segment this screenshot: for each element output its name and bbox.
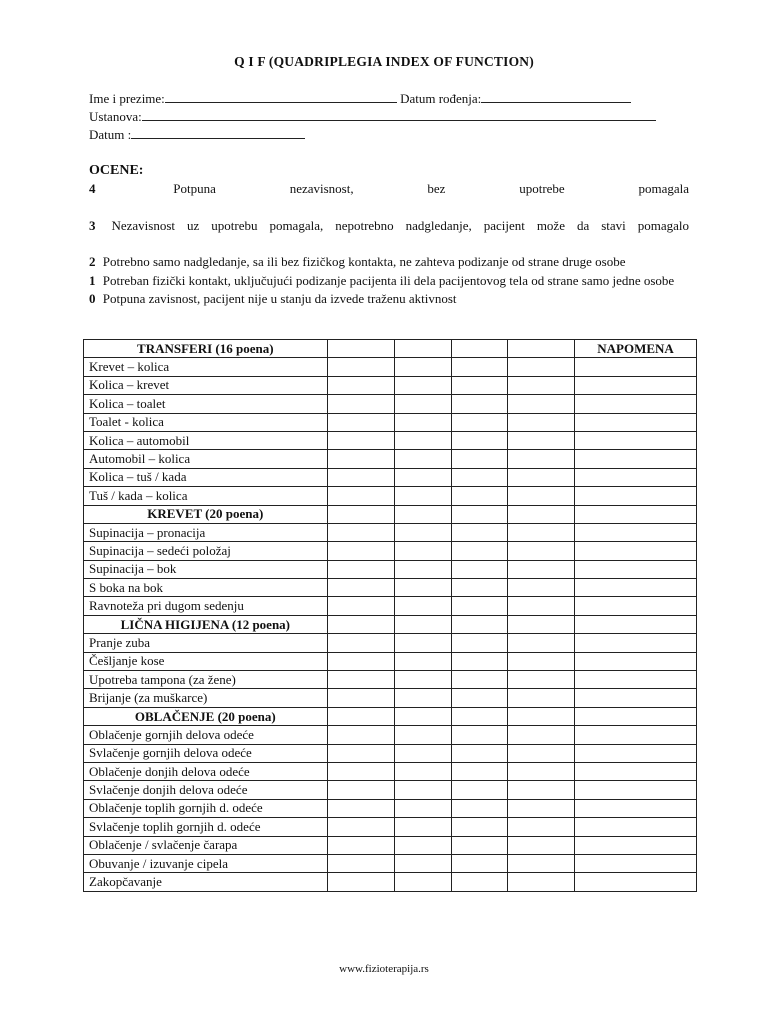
table-row (84, 431, 697, 449)
score-cell[interactable] (395, 707, 452, 725)
institution-field[interactable] (142, 108, 656, 121)
table-row (84, 689, 697, 707)
table-row (84, 671, 697, 689)
section-header-label: TRANSFERI (16 poena) (84, 340, 328, 358)
score-cell[interactable] (508, 597, 575, 615)
level-1-number: 1 (89, 272, 96, 288)
institution-line (89, 108, 656, 125)
note-cell[interactable] (575, 836, 697, 854)
level-0 (89, 290, 689, 308)
score-cell[interactable] (327, 873, 395, 891)
score-cell[interactable] (395, 376, 452, 394)
score-cell[interactable] (395, 799, 452, 817)
activity-label: Obuvanje / izuvanje cipela (84, 854, 328, 872)
activity-label: Pranje zuba (84, 634, 328, 652)
note-cell[interactable] (575, 762, 697, 780)
table-row (84, 762, 697, 780)
score-cell[interactable] (395, 358, 452, 376)
score-cell[interactable] (508, 726, 575, 744)
score-cell[interactable] (395, 468, 452, 486)
note-cell[interactable] (575, 873, 697, 891)
section-header-label: OBLAČENJE (20 poena) (84, 707, 328, 725)
ocene-heading: OCENE: (89, 163, 144, 178)
level-3-text: Nezavisnost uz upotrebu pomagala, nepotrebno nadgledanje, pacijent može da stavi pomagalo (111, 217, 689, 233)
score-cell[interactable] (395, 634, 452, 652)
table-row (84, 542, 697, 560)
note-cell[interactable] (575, 376, 697, 394)
score-cell[interactable] (452, 652, 508, 670)
score-cell[interactable] (452, 340, 508, 358)
score-cell[interactable] (452, 836, 508, 854)
score-cell[interactable] (395, 579, 452, 597)
score-cell[interactable] (508, 707, 575, 725)
score-cell[interactable] (452, 634, 508, 652)
activity-label: Kolica – automobil (84, 431, 328, 449)
score-cell[interactable] (327, 634, 395, 652)
score-cell[interactable] (395, 505, 452, 523)
score-cell[interactable] (395, 873, 452, 891)
table-row (84, 560, 697, 578)
score-cell[interactable] (508, 431, 575, 449)
note-cell[interactable] (575, 523, 697, 541)
score-cell[interactable] (327, 818, 395, 836)
table-row (84, 579, 697, 597)
score-cell[interactable] (327, 836, 395, 854)
note-cell[interactable] (575, 413, 697, 431)
note-cell[interactable] (575, 542, 697, 560)
score-cell[interactable] (452, 597, 508, 615)
level-0-text: Potpuna zavisnost, pacijent nije u stanju da izvede traženu aktivnost (102, 291, 457, 307)
score-cell[interactable] (395, 744, 452, 762)
score-cell[interactable] (327, 395, 395, 413)
activity-label: Oblačenje gornjih delova odeće (84, 726, 328, 744)
score-cell[interactable] (508, 579, 575, 597)
score-cell[interactable] (452, 818, 508, 836)
section-header-row (84, 505, 697, 523)
score-cell[interactable] (508, 505, 575, 523)
table-row (84, 395, 697, 413)
score-cell[interactable] (452, 689, 508, 707)
section-header-label: KREVET (20 poena) (84, 505, 328, 523)
table-row (84, 781, 697, 799)
score-cell[interactable] (327, 358, 395, 376)
activity-label: Oblačenje donjih delova odeće (84, 762, 328, 780)
score-cell[interactable] (395, 854, 452, 872)
score-cell[interactable] (327, 597, 395, 615)
activity-label: Kolica – toalet (84, 395, 328, 413)
note-cell[interactable] (575, 560, 697, 578)
score-cell[interactable] (508, 560, 575, 578)
level-2-number: 2 (89, 254, 96, 270)
level-4-number: 4 (89, 181, 96, 197)
level-1 (89, 272, 689, 290)
score-cell[interactable] (508, 854, 575, 872)
level-0-number: 0 (89, 291, 96, 307)
table-row (84, 854, 697, 872)
table-row (84, 413, 697, 431)
score-cell[interactable] (327, 431, 395, 449)
score-cell[interactable] (452, 579, 508, 597)
section-header-row (84, 615, 697, 633)
score-cell[interactable] (327, 487, 395, 505)
score-cell[interactable] (452, 799, 508, 817)
score-cell[interactable] (395, 597, 452, 615)
score-cell[interactable] (508, 487, 575, 505)
ocene-section (89, 162, 689, 308)
score-cell[interactable] (327, 652, 395, 670)
level-3-number: 3 (89, 217, 96, 233)
date-line (89, 126, 305, 143)
score-cell[interactable] (327, 468, 395, 486)
score-cell[interactable] (327, 579, 395, 597)
score-cell[interactable] (327, 689, 395, 707)
birth-date-field[interactable] (481, 90, 631, 103)
note-cell[interactable] (575, 615, 697, 633)
note-cell[interactable] (575, 799, 697, 817)
date-label: Datum : (89, 127, 132, 142)
score-cell[interactable] (395, 413, 452, 431)
score-cell[interactable] (395, 431, 452, 449)
score-cell[interactable] (327, 707, 395, 725)
score-cell[interactable] (395, 689, 452, 707)
score-cell[interactable] (452, 505, 508, 523)
activity-label: Supinacija – bok (84, 560, 328, 578)
activity-label: Kolica – krevet (84, 376, 328, 394)
score-cell[interactable] (508, 689, 575, 707)
birth-date-label: Datum rođenja: (400, 91, 482, 106)
activity-label: Oblačenje toplih gornjih d. odeće (84, 799, 328, 817)
note-cell[interactable] (575, 395, 697, 413)
table-row (84, 836, 697, 854)
note-cell[interactable] (575, 707, 697, 725)
score-cell[interactable] (508, 340, 575, 358)
score-cell[interactable] (395, 523, 452, 541)
score-cell[interactable] (452, 487, 508, 505)
note-cell[interactable] (575, 781, 697, 799)
activity-label: Tuš / kada – kolica (84, 487, 328, 505)
note-cell[interactable] (575, 689, 697, 707)
score-cell[interactable] (395, 560, 452, 578)
note-cell[interactable] (575, 505, 697, 523)
score-cell[interactable] (327, 799, 395, 817)
activity-label: Automobil – kolica (84, 450, 328, 468)
section-header-row (84, 340, 697, 358)
score-cell[interactable] (452, 468, 508, 486)
score-cell[interactable] (508, 744, 575, 762)
score-cell[interactable] (395, 726, 452, 744)
score-cell[interactable] (327, 781, 395, 799)
note-cell[interactable] (575, 358, 697, 376)
score-cell[interactable] (452, 726, 508, 744)
score-cell[interactable] (327, 560, 395, 578)
score-cell[interactable] (452, 560, 508, 578)
activity-label: Ravnoteža pri dugom sedenju (84, 597, 328, 615)
date-field[interactable] (131, 126, 305, 139)
score-cell[interactable] (452, 854, 508, 872)
activity-label: S boka na bok (84, 579, 328, 597)
score-cell[interactable] (327, 762, 395, 780)
activity-label: Krevet – kolica (84, 358, 328, 376)
activity-label: Kolica – tuš / kada (84, 468, 328, 486)
note-cell[interactable] (575, 579, 697, 597)
score-cell[interactable] (452, 523, 508, 541)
note-cell[interactable] (575, 818, 697, 836)
table-row (84, 468, 697, 486)
table-row (84, 873, 697, 891)
score-cell[interactable] (452, 376, 508, 394)
score-cell[interactable] (452, 395, 508, 413)
score-cell[interactable] (395, 836, 452, 854)
score-cell[interactable] (395, 542, 452, 560)
score-cell[interactable] (508, 781, 575, 799)
table-row (84, 597, 697, 615)
score-cell[interactable] (395, 340, 452, 358)
score-cell[interactable] (508, 468, 575, 486)
section-header-label: LIČNA HIGIJENA (12 poena) (84, 615, 328, 633)
note-cell[interactable] (575, 450, 697, 468)
activity-label: Zakopčavanje (84, 873, 328, 891)
note-cell[interactable] (575, 431, 697, 449)
score-cell[interactable] (452, 873, 508, 891)
napomena-header: NAPOMENA (575, 340, 697, 358)
score-cell[interactable] (452, 450, 508, 468)
activity-label: Supinacija – pronacija (84, 523, 328, 541)
score-cell[interactable] (452, 431, 508, 449)
score-cell[interactable] (508, 652, 575, 670)
document-title: Q I F (QUADRIPLEGIA INDEX OF FUNCTION) (234, 54, 534, 69)
table-row (84, 799, 697, 817)
table-row (84, 634, 697, 652)
institution-label: Ustanova: (89, 109, 142, 124)
score-cell[interactable] (508, 873, 575, 891)
table-row (84, 652, 697, 670)
score-cell[interactable] (508, 523, 575, 541)
activity-label: Svlačenje toplih gornjih d. odeće (84, 818, 328, 836)
score-cell[interactable] (327, 376, 395, 394)
level-3 (89, 217, 689, 254)
section-header-row (84, 707, 697, 725)
score-cell[interactable] (395, 671, 452, 689)
level-4-text: Potpuna nezavisnost, bez upotrebe pomagala (173, 181, 690, 197)
activity-label: Svlačenje gornjih delova odeće (84, 744, 328, 762)
activity-label: Supinacija – sedeći položaj (84, 542, 328, 560)
score-cell[interactable] (395, 615, 452, 633)
table-row (84, 726, 697, 744)
score-cell[interactable] (452, 413, 508, 431)
note-cell[interactable] (575, 854, 697, 872)
activity-label: Brijanje (za muškarce) (84, 689, 328, 707)
score-cell[interactable] (395, 781, 452, 799)
score-cell[interactable] (327, 854, 395, 872)
score-cell[interactable] (508, 413, 575, 431)
score-cell[interactable] (327, 413, 395, 431)
level-2 (89, 253, 689, 271)
score-cell[interactable] (508, 671, 575, 689)
score-cell[interactable] (508, 818, 575, 836)
score-cell[interactable] (508, 450, 575, 468)
score-cell[interactable] (508, 762, 575, 780)
score-cell[interactable] (452, 744, 508, 762)
name-birth-line (89, 90, 631, 107)
table-row (84, 450, 697, 468)
activity-label: Svlačenje donjih delova odeće (84, 781, 328, 799)
score-cell[interactable] (327, 726, 395, 744)
table-row (84, 744, 697, 762)
score-cell[interactable] (452, 615, 508, 633)
score-cell[interactable] (395, 487, 452, 505)
level-4 (89, 180, 689, 217)
score-cell[interactable] (452, 707, 508, 725)
note-cell[interactable] (575, 652, 697, 670)
table-row (84, 523, 697, 541)
score-cell[interactable] (452, 542, 508, 560)
score-cell[interactable] (395, 395, 452, 413)
footer-website: www.fizioterapija.rs (339, 963, 429, 975)
note-cell[interactable] (575, 671, 697, 689)
activity-label: Upotreba tampona (za žene) (84, 671, 328, 689)
score-cell[interactable] (395, 450, 452, 468)
activity-label: Toalet - kolica (84, 413, 328, 431)
table-row (84, 376, 697, 394)
note-cell[interactable] (575, 726, 697, 744)
note-cell[interactable] (575, 634, 697, 652)
score-cell[interactable] (508, 376, 575, 394)
note-cell[interactable] (575, 744, 697, 762)
score-cell[interactable] (508, 836, 575, 854)
score-cell[interactable] (395, 818, 452, 836)
score-cell[interactable] (327, 505, 395, 523)
table-row (84, 358, 697, 376)
score-cell[interactable] (327, 671, 395, 689)
score-cell[interactable] (452, 781, 508, 799)
score-cell[interactable] (395, 652, 452, 670)
activity-label: Oblačenje / svlačenje čarapa (84, 836, 328, 854)
note-cell[interactable] (575, 487, 697, 505)
level-1-text: Potreban fizički kontakt, uključujući podizanje pacijenta ili dela pacijentovog tela od strane samo jedne osobe (102, 272, 675, 288)
table-row (84, 818, 697, 836)
score-cell[interactable] (508, 634, 575, 652)
note-cell[interactable] (575, 468, 697, 486)
name-field[interactable] (165, 90, 397, 103)
score-cell[interactable] (327, 744, 395, 762)
score-cell[interactable] (395, 762, 452, 780)
qif-score-table (83, 339, 697, 892)
score-cell[interactable] (452, 358, 508, 376)
score-cell[interactable] (452, 762, 508, 780)
note-cell[interactable] (575, 597, 697, 615)
score-cell[interactable] (327, 523, 395, 541)
score-cell[interactable] (508, 358, 575, 376)
table-row (84, 487, 697, 505)
score-cell[interactable] (508, 542, 575, 560)
score-cell[interactable] (327, 615, 395, 633)
activity-label: Češljanje kose (84, 652, 328, 670)
score-cell[interactable] (327, 542, 395, 560)
score-cell[interactable] (508, 615, 575, 633)
score-cell[interactable] (452, 671, 508, 689)
score-cell[interactable] (508, 395, 575, 413)
score-cell[interactable] (508, 799, 575, 817)
level-2-text: Potrebno samo nadgledanje, sa ili bez fizičkog kontakta, ne zahteva podizanje od strane druge osobe (102, 254, 626, 270)
score-cell[interactable] (327, 450, 395, 468)
name-label: Ime i prezime: (89, 91, 165, 106)
score-cell[interactable] (327, 340, 395, 358)
